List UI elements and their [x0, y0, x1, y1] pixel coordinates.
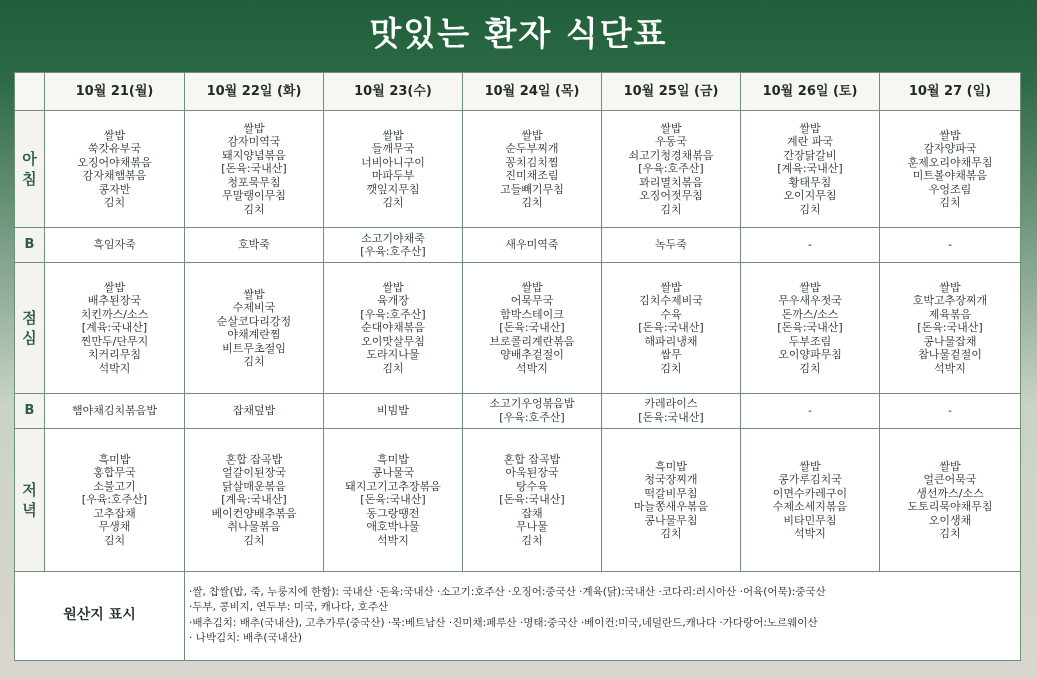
menu-item: 비트무초절임 — [222, 341, 286, 355]
menu-item: 김치 — [521, 533, 543, 547]
snack2-day-cell — [741, 393, 880, 428]
lunch-label — [15, 263, 45, 394]
menu-item: 쌀밥 — [521, 280, 543, 294]
menu-item: - — [948, 238, 952, 252]
lunch-day-cell — [324, 263, 463, 394]
lunch-row — [15, 263, 1021, 394]
menu-item: [우육:호주산] — [81, 493, 148, 507]
menu-item: 감자미역국 — [227, 135, 281, 149]
menu-item: 무생채 — [98, 520, 131, 534]
snack-label: B — [15, 227, 45, 262]
snack2-day-cell — [185, 393, 324, 428]
meal-label-char: 아 — [22, 150, 37, 169]
menu-item: 얼큰어묵국 — [923, 473, 977, 487]
menu-item: 함박스테이크 — [500, 307, 564, 321]
menu-item: 쌀밥 — [521, 128, 543, 142]
menu-item: 오이지무침 — [783, 189, 837, 203]
menu-item: 깻잎지무침 — [366, 182, 420, 196]
origin-label: 원산지 표시 — [15, 571, 185, 660]
menu-item: 참나물겉절이 — [918, 348, 982, 362]
menu-item: 진미채조림 — [505, 169, 559, 183]
menu-item: 우동국 — [655, 135, 687, 149]
menu-item: 콩가루김치국 — [778, 473, 842, 487]
menu-item: 김치 — [243, 533, 265, 547]
menu-item: 잡채덮밥 — [232, 404, 276, 418]
day-header: 10월 26일 (토) — [741, 73, 880, 111]
dinner-day-cell — [324, 429, 463, 572]
snack1-day-cell — [602, 227, 741, 262]
dinner-day-cell — [45, 429, 185, 572]
menu-item: 오이양파무침 — [778, 348, 842, 362]
menu-item: 소고기야채죽 — [361, 231, 425, 245]
menu-item: 소불고기 — [93, 479, 136, 493]
menu-item: [돈육:국내산] — [360, 493, 426, 507]
corner-cell — [15, 73, 45, 111]
menu-item: 제육볶음 — [928, 307, 972, 321]
menu-item: [계육:국내산] — [81, 321, 148, 335]
menu-item: 감자양파국 — [923, 142, 977, 156]
menu-item: 베이컨양배추볶음 — [211, 506, 297, 520]
menu-item: [돈육:국내산] — [499, 321, 565, 335]
menu-item: 김치 — [660, 202, 682, 216]
snack2-day-cell — [324, 393, 463, 428]
menu-item: [돈육:국내산] — [917, 321, 983, 335]
menu-item: 김치 — [660, 527, 682, 541]
menu-item: 오이생채 — [928, 513, 972, 527]
menu-item: 쌀밥 — [939, 128, 961, 142]
breakfast-day-cell — [880, 111, 1021, 227]
menu-item: 고추잡채 — [93, 506, 136, 520]
menu-item: 야채계란찜 — [227, 328, 281, 341]
meal-label-char: 점 — [22, 309, 37, 327]
menu-item: 혼합 잡곡밥 — [225, 452, 283, 466]
menu-item: 김치 — [939, 527, 961, 541]
meal-schedule-table — [14, 72, 1021, 661]
afternoon-snack-row — [15, 393, 1021, 428]
menu-item: 김치 — [939, 196, 961, 210]
menu-item: 생선까스/소스 — [916, 486, 984, 500]
menu-item: 김치 — [521, 196, 543, 210]
menu-item: 탕수육 — [516, 479, 548, 493]
menu-item: 카레라이스 — [644, 397, 698, 411]
day-header: 10월 21(월) — [45, 73, 185, 111]
menu-item: 떡갈비무침 — [644, 486, 698, 500]
menu-item: 무나물 — [516, 520, 548, 534]
menu-item: 수제소세지볶음 — [772, 500, 848, 514]
menu-item: 아욱된장국 — [505, 466, 559, 480]
menu-item: - — [948, 404, 952, 418]
menu-item: 간장닭갈비 — [783, 148, 837, 162]
menu-item: 쌀밥 — [660, 121, 682, 135]
breakfast-label — [15, 111, 45, 227]
snack2-day-cell — [463, 393, 602, 428]
menu-item: 돈까스/소스 — [781, 307, 839, 321]
snack-label: B — [15, 393, 45, 428]
menu-item: 애호박나물 — [366, 520, 420, 534]
origin-line: · 나박김치: 배추(국내산) — [189, 632, 303, 645]
menu-item: 쇠고기청경채볶음 — [628, 148, 714, 162]
breakfast-day-cell — [324, 111, 463, 227]
dinner-day-cell — [185, 429, 324, 572]
menu-item: 김치 — [660, 361, 682, 375]
menu-item: 석박지 — [516, 361, 548, 375]
day-header: 10월 24일 (목) — [463, 73, 602, 111]
menu-item: 콩나물국 — [371, 466, 415, 480]
snack1-day-cell — [185, 227, 324, 262]
meal-label-char: 심 — [22, 329, 37, 347]
menu-item: 고들빼기무침 — [500, 182, 564, 196]
menu-item: 쌀밥 — [243, 287, 265, 301]
menu-item: 쌈무 — [660, 348, 682, 362]
origin-text — [185, 571, 1021, 660]
menu-item: 너비아니구이 — [361, 155, 425, 169]
menu-item: 쌀밥 — [103, 128, 126, 142]
menu-item: 치커리무침 — [87, 348, 142, 362]
menu-item: 치킨까스/소스 — [80, 307, 149, 321]
dinner-day-cell — [741, 429, 880, 572]
menu-item: 흑임자죽 — [93, 238, 136, 252]
menu-item: 동그랑땡전 — [366, 506, 420, 520]
menu-item: 콩나물무침 — [644, 513, 698, 527]
meal-label-char: 저 — [22, 481, 37, 500]
menu-item: 돼지양념볶음 — [222, 148, 286, 162]
menu-item: 해파리냉채 — [644, 334, 698, 348]
breakfast-day-cell — [45, 111, 185, 227]
menu-item: 녹두죽 — [655, 238, 687, 252]
menu-item: 비타민무침 — [783, 513, 837, 527]
menu-item: 꽁치김치찜 — [505, 155, 559, 169]
menu-item: 오징어야채볶음 — [77, 155, 152, 169]
menu-item: 호박고추장찌개 — [912, 294, 988, 308]
dinner-day-cell — [880, 429, 1021, 572]
menu-item: 찐만두/단무지 — [80, 334, 149, 348]
menu-item: 무말랭이무침 — [222, 189, 286, 203]
menu-item: [우육:호주산] — [360, 245, 426, 259]
menu-item: 호박죽 — [238, 238, 270, 252]
menu-item: 콩자반 — [98, 182, 131, 196]
menu-item: 무우새우젓국 — [778, 294, 842, 308]
snack1-day-cell — [463, 227, 602, 262]
origin-line: ·쌀, 찹쌀(밥, 죽, 누룽지에 한함): 국내산 ·돈육:국내산 ·소고기:호주산 ·오징어:중국산 ·계육(닭):국내산 ·코다리:러시아산 ·어육(어묵):중국산 — [189, 585, 826, 598]
menu-item: 석박지 — [794, 527, 826, 541]
menu-item: 청포묵무침 — [227, 175, 281, 189]
menu-item: 새우미역죽 — [505, 238, 559, 252]
menu-item: 비빔밥 — [377, 404, 409, 418]
menu-item: [우육:호주산] — [360, 307, 426, 321]
menu-item: 햄야채김치볶음밥 — [71, 404, 157, 418]
dinner-day-cell — [602, 429, 741, 572]
menu-item: [계육:국내산] — [777, 162, 843, 176]
menu-item: 오이맛살무침 — [361, 334, 425, 348]
menu-item: 오징어젓무침 — [639, 189, 703, 203]
day-header: 10월 22일 (화) — [185, 73, 324, 111]
menu-item: 황태무침 — [788, 175, 832, 189]
menu-item: - — [808, 238, 812, 252]
menu-item: 순살코다리강정 — [216, 314, 292, 328]
menu-item: 도토리묵야채무침 — [907, 500, 993, 514]
menu-item: 브로콜리계란볶음 — [489, 334, 575, 348]
menu-item: 순대야채볶음 — [361, 321, 425, 335]
dinner-label — [15, 429, 45, 572]
menu-item: 김치 — [382, 361, 404, 375]
menu-item: 꽈리멸치볶음 — [639, 175, 703, 189]
menu-item: 쌀밥 — [799, 459, 821, 473]
menu-item: 쌀밥 — [382, 128, 404, 142]
meal-label-char: 침 — [22, 170, 37, 189]
menu-item: 쌀밥 — [939, 459, 961, 473]
origin-line: ·두부, 콩비지, 연두부: 미국, 캐나다, 호주산 — [189, 601, 389, 614]
menu-item: 김치 — [799, 202, 821, 216]
day-header: 10월 27 (일) — [880, 73, 1021, 111]
menu-item: 어묵무국 — [510, 294, 554, 308]
menu-item: 잡채 — [521, 506, 543, 520]
menu-item: [돈육:국내산] — [638, 321, 704, 335]
menu-item: 두부조림 — [788, 334, 832, 348]
menu-item: 쌀밥 — [799, 121, 821, 135]
lunch-day-cell — [880, 263, 1021, 394]
menu-item: - — [808, 404, 812, 418]
menu-item: 김치 — [382, 196, 404, 210]
menu-item: 마파두부 — [371, 169, 415, 183]
lunch-day-cell — [45, 263, 185, 394]
breakfast-day-cell — [741, 111, 880, 227]
menu-item: 돼지고기고추장볶음 — [345, 479, 441, 493]
menu-item: 흑미밥 — [98, 452, 131, 466]
menu-item: 계란 파국 — [786, 135, 833, 149]
menu-item: 김치 — [243, 202, 265, 216]
breakfast-day-cell — [185, 111, 324, 227]
menu-item: 김치 — [103, 196, 126, 210]
menu-item: 닭살매운볶음 — [222, 479, 286, 493]
menu-item: 들깨무국 — [371, 142, 415, 156]
menu-item: 혼합 잡곡밥 — [503, 452, 561, 466]
menu-item: [우육:호주산] — [499, 410, 565, 424]
menu-item: 쌀밥 — [939, 280, 961, 294]
menu-item: [돈육:국내산] — [499, 493, 565, 507]
day-header: 10월 25일 (금) — [602, 73, 741, 111]
menu-item: 수제비국 — [232, 301, 276, 314]
day-header: 10월 23(수) — [324, 73, 463, 111]
lunch-day-cell — [602, 263, 741, 394]
menu-item: 배추된장국 — [87, 294, 142, 308]
breakfast-day-cell — [463, 111, 602, 227]
menu-item: 감자채햄볶음 — [82, 169, 147, 183]
menu-item: 흑미밥 — [377, 452, 409, 466]
origin-row — [15, 571, 1021, 660]
snack2-day-cell — [45, 393, 185, 428]
menu-item: 김치 — [103, 533, 126, 547]
menu-item: 석박지 — [934, 361, 966, 375]
menu-item: 석박지 — [98, 361, 131, 375]
menu-item: 쌀밥 — [103, 280, 126, 294]
menu-item: 소고기우엉볶음밥 — [489, 397, 575, 411]
menu-item: 석박지 — [377, 533, 409, 547]
menu-item: 콩나물잡채 — [923, 334, 977, 348]
menu-item: 취나물볶음 — [227, 520, 281, 534]
lunch-day-cell — [463, 263, 602, 394]
breakfast-row — [15, 111, 1021, 227]
menu-item: 흑미밥 — [655, 459, 687, 473]
snack1-day-cell — [741, 227, 880, 262]
menu-item: 김치수제비국 — [639, 294, 703, 308]
menu-item: 육개장 — [377, 294, 409, 308]
menu-item: 김치 — [799, 361, 821, 375]
dinner-row — [15, 429, 1021, 572]
menu-item: 도라지나물 — [366, 348, 420, 362]
menu-item: 순두부찌개 — [505, 142, 559, 156]
snack1-day-cell — [324, 227, 463, 262]
breakfast-day-cell — [602, 111, 741, 227]
snack1-day-cell — [880, 227, 1021, 262]
menu-item: 우엉조림 — [928, 182, 972, 196]
menu-item: 쌀밥 — [382, 280, 404, 294]
menu-item: 미트볼야채볶음 — [912, 169, 988, 183]
menu-item: 김치 — [243, 355, 265, 368]
morning-snack-row — [15, 227, 1021, 262]
dinner-day-cell — [463, 429, 602, 572]
snack1-day-cell — [45, 227, 185, 262]
lunch-day-cell — [185, 263, 324, 394]
page-title: 맛있는 환자 식단표 — [369, 14, 668, 53]
day-header-row — [15, 73, 1021, 111]
menu-item: 쌀밥 — [243, 121, 265, 135]
snack2-day-cell — [880, 393, 1021, 428]
lunch-day-cell — [741, 263, 880, 394]
menu-item: [돈육:국내산] — [638, 410, 704, 424]
menu-item: [계육:국내산] — [221, 493, 287, 507]
menu-item: 마늘쫑새우볶음 — [633, 500, 709, 514]
menu-item: 수육 — [660, 307, 682, 321]
menu-item: 청국장찌개 — [644, 473, 698, 487]
menu-item: [돈육:국내산] — [777, 321, 843, 335]
origin-line: ·배추김치: 배추(국내산), 고추가루(중국산) ·묵:베트남산 ·진미채:페루산 ·명태:중국산 ·베이컨:미국,네덜란드,캐나다 ·가다랑어:노르웨이산 — [189, 616, 818, 629]
menu-item: 쌀밥 — [799, 280, 821, 294]
menu-item: 양배추겉절이 — [500, 348, 564, 362]
menu-item: 이면수카레구이 — [772, 486, 848, 500]
menu-item: 쌀밥 — [660, 280, 682, 294]
menu-item: 홍합무국 — [93, 466, 136, 480]
meal-label-char: 녁 — [22, 501, 37, 520]
snack2-day-cell — [602, 393, 741, 428]
menu-item: 훈제오리야채무침 — [907, 155, 993, 169]
menu-item: [돈육:국내산] — [221, 162, 287, 176]
menu-item: 얼갈이된장국 — [222, 466, 286, 480]
menu-item: 쑥갓유부국 — [87, 142, 142, 156]
menu-item: [우육:호주산] — [638, 162, 704, 176]
